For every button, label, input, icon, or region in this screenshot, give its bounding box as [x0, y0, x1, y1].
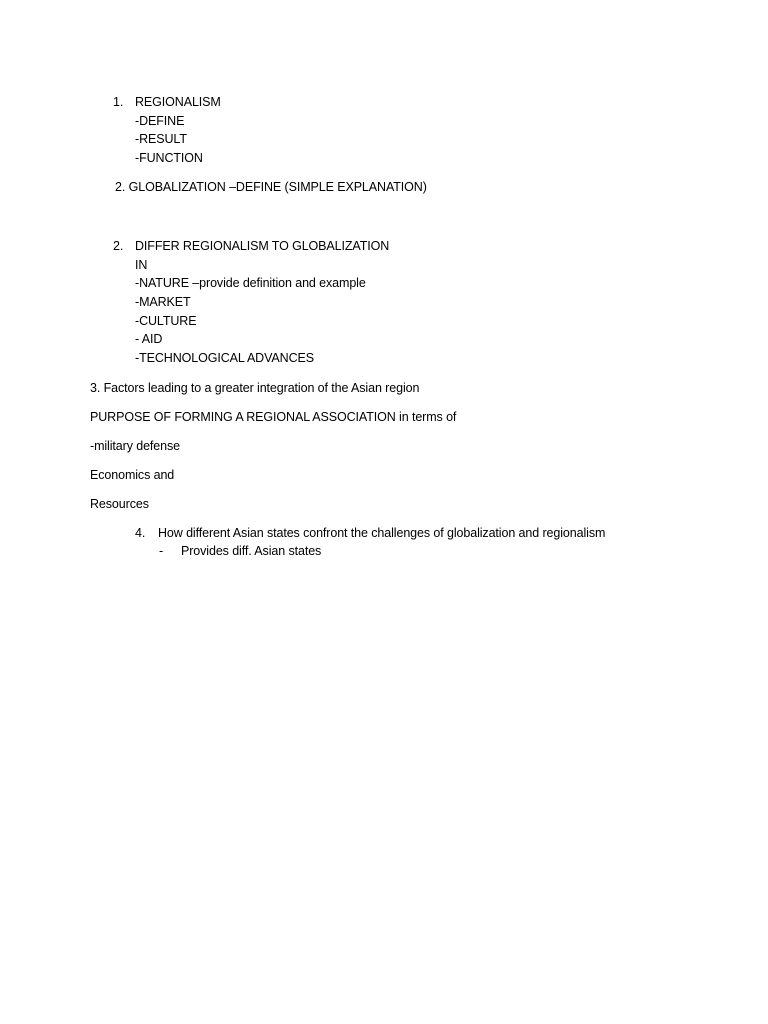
purpose-heading: PURPOSE OF FORMING A REGIONAL ASSOCIATION in terms of [90, 410, 457, 424]
section1-title: REGIONALISM [135, 95, 221, 109]
purpose-item-economics: Economics and [90, 468, 175, 482]
section2b-item-market: -MARKET [135, 295, 191, 309]
section2b-item-tech: -TECHNOLOGICAL ADVANCES [135, 351, 314, 365]
section2b-number: 2. [113, 239, 124, 253]
section2-globalization-line: 2. GLOBALIZATION –DEFINE (SIMPLE EXPLANATION) [115, 180, 427, 194]
section4-number: 4. [135, 526, 146, 540]
section2b-item-culture: -CULTURE [135, 314, 197, 328]
section4-title: How different Asian states confront the challenges of globalization and regionalism [158, 526, 606, 540]
section1-item-result: -RESULT [135, 132, 187, 146]
section1-item-define: -DEFINE [135, 114, 185, 128]
section2b-item-aid: - AID [135, 332, 163, 346]
section1-number: 1. [113, 95, 124, 109]
section2b-item-nature: -NATURE –provide definition and example [135, 276, 366, 290]
section1-item-function: -FUNCTION [135, 151, 203, 165]
section2b-title: DIFFER REGIONALISM TO GLOBALIZATION [135, 239, 390, 253]
section4-sub-bullet: - [159, 544, 164, 558]
purpose-item-resources: Resources [90, 497, 149, 511]
purpose-item-military: -military defense [90, 439, 180, 453]
section4-sub-text: Provides diff. Asian states [181, 544, 322, 558]
section2b-item-in: IN [135, 258, 148, 272]
section3-line: 3. Factors leading to a greater integration of the Asian region [90, 381, 420, 395]
